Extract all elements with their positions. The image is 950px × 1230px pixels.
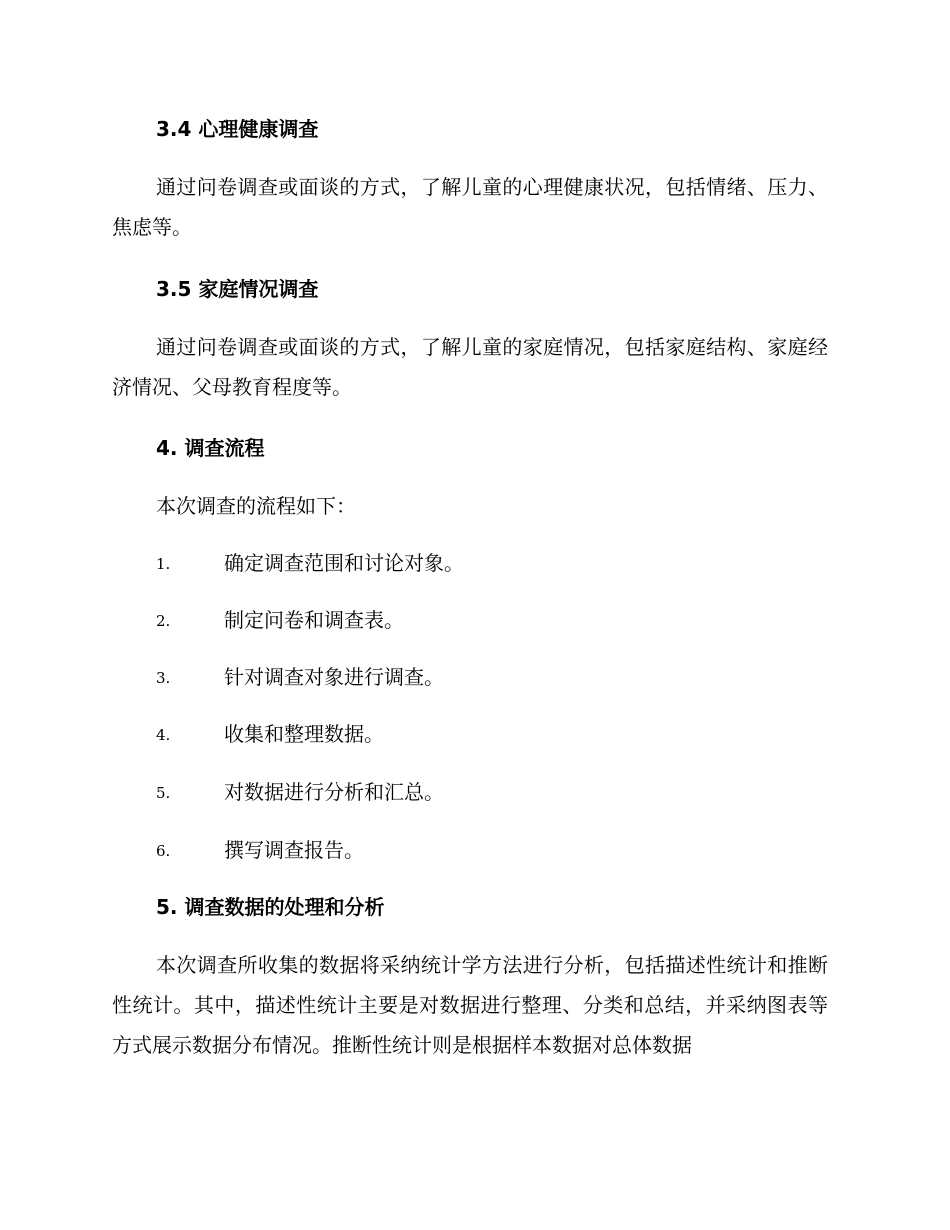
list-number: 5. bbox=[156, 784, 171, 802]
list-text: 收集和整理数据。 bbox=[224, 722, 384, 746]
list-number: 3. bbox=[156, 669, 171, 687]
section-body-5: 本次调查所收集的数据将采纳统计学方法进行分析，包括描述性统计和推断性统计。其中，描述性统计主要是对数据进行整理、分类和总结，并采纳图表等方式展示数据分布情况。推断性统计则是根据样本数据对总体数据 bbox=[112, 953, 828, 1057]
list-text: 撰写调查报告。 bbox=[224, 838, 364, 862]
section-heading-3-5: 3.5 家庭情况调查 bbox=[156, 277, 319, 301]
section-body-3-4: 通过问卷调查或面谈的方式，了解儿童的心理健康状况，包括情绪、压力、焦虑等。 bbox=[112, 175, 828, 239]
list-number: 2. bbox=[156, 612, 171, 630]
list-number: 1. bbox=[156, 555, 171, 573]
process-list-item bbox=[156, 663, 836, 691]
list-text: 确定调查范围和讨论对象。 bbox=[224, 551, 464, 575]
process-list-item bbox=[156, 778, 836, 806]
list-text: 针对调查对象进行调查。 bbox=[224, 665, 444, 689]
section-heading-4: 4. 调查流程 bbox=[156, 436, 265, 460]
section-body-3-5: 通过问卷调查或面谈的方式，了解儿童的家庭情况，包括家庭结构、家庭经济情况、父母教育程度等。 bbox=[112, 335, 828, 399]
list-number: 4. bbox=[156, 726, 171, 744]
process-intro: 本次调查的流程如下： bbox=[156, 494, 356, 518]
process-list-item bbox=[156, 836, 836, 864]
process-list-item bbox=[156, 606, 836, 634]
process-list-item bbox=[156, 720, 836, 748]
list-text: 对数据进行分析和汇总。 bbox=[224, 780, 444, 804]
list-number: 6. bbox=[156, 842, 171, 860]
section-heading-3-4: 3.4 心理健康调查 bbox=[156, 117, 319, 141]
section-heading-5: 5. 调查数据的处理和分析 bbox=[156, 895, 385, 919]
process-list-item bbox=[156, 549, 836, 577]
list-text: 制定问卷和调查表。 bbox=[224, 608, 404, 632]
